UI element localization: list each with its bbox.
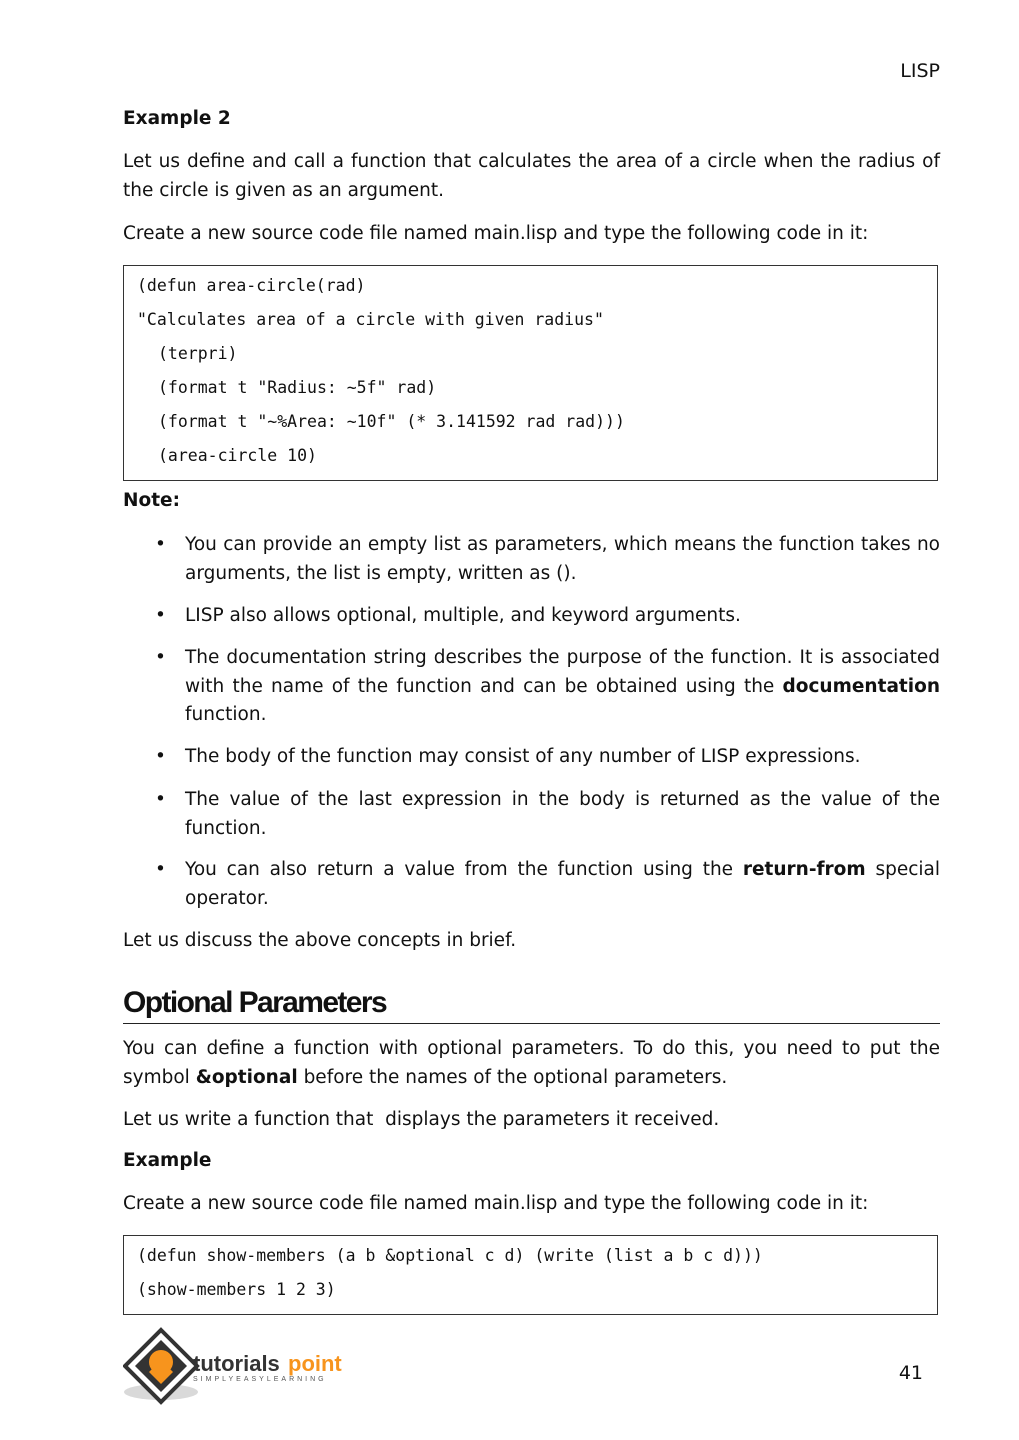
example-2-intro: Let us define and call a function that calculates the area of a circle when the radius of the circle is given as an argument. [123,151,940,201]
optional-paragraph [123,1035,940,1092]
bullet-icon: • [155,789,166,810]
example-heading: Example [123,1150,212,1171]
list-item-text-before: The documentation string describes the purpose of the function. It is associated with the name of the function and can be obtained using the [185,647,940,697]
code-line: (format t "Radius: ~5f" rad) [158,378,437,397]
example-2-heading: Example 2 [123,108,231,129]
list-item [155,856,940,913]
code-line: (defun show-members (a b &optional c d) (write (list a b c d))) [137,1246,763,1265]
code-line: "Calculates area of a circle with given radius" [137,310,604,329]
note-heading: Note: [123,490,180,511]
code-line: (area-circle 10) [158,446,317,465]
bullet-icon: • [155,534,166,555]
bullet-icon: • [155,746,166,767]
list-item [155,602,940,631]
list-item [155,786,940,843]
list-item-bold: return-from [742,859,866,880]
note-outro: Let us discuss the above concepts in brief. [123,930,517,951]
list-item-text: The value of the last expression in the body is returned as the value of the function. [185,789,940,839]
logo-emblem-icon [123,1326,368,1406]
example-2-create-text: Create a new source code file named main.lisp and type the following code in it: [123,223,869,244]
list-item-bold: documentation [782,675,940,697]
list-item-text-before: You can also return a value from the function using the [185,859,743,880]
optional-text-after: before the names of the optional parameters. [297,1066,728,1088]
code-block-show-members [123,1235,938,1315]
optional-create-text: Create a new source code file named main.lisp and type the following code in it: [123,1193,869,1214]
logo-text-accent: point [288,1351,342,1376]
bullet-icon: • [155,859,166,880]
page-number: 41 [898,1362,923,1384]
code-line: (terpri) [158,344,238,363]
list-item-text: LISP also allows optional, multiple, and keyword arguments. [185,605,741,626]
document-page [123,0,940,1440]
optional-text-before: You can define a function with optional parameters. To do this, you need to put the symbol [123,1038,940,1088]
list-item [155,644,940,730]
code-block-area-circle [123,265,938,481]
bullet-icon: • [155,605,166,626]
list-item-text: You can provide an empty list as parameters, which means the function takes no arguments, the list is empty, written as (). [185,534,940,584]
code-line: (show-members 1 2 3) [137,1280,336,1299]
list-item [155,531,940,588]
optional-paragraph-2: Let us write a function that displays the parameters it received. [123,1109,720,1130]
bullet-icon: • [155,647,166,668]
logo-tagline: SIMPLYEASYLEARNING [193,1376,327,1383]
optional-keyword: &optional [195,1066,298,1088]
list-item-text-after: special operator. [185,859,940,909]
list-item-text-after: function. [185,704,267,725]
code-line: (defun area-circle(rad) [137,276,366,295]
running-header: LISP [900,60,940,82]
tutorialspoint-logo [123,1326,368,1406]
logo-text-main: tutorials [193,1351,280,1376]
list-item [155,743,940,772]
code-line: (format t "~%Area: ~10f" (* 3.141592 rad rad))) [158,412,625,431]
list-item-text: The body of the function may consist of any number of LISP expressions. [185,746,861,767]
section-heading-optional-parameters: Optional Parameters [123,986,940,1024]
